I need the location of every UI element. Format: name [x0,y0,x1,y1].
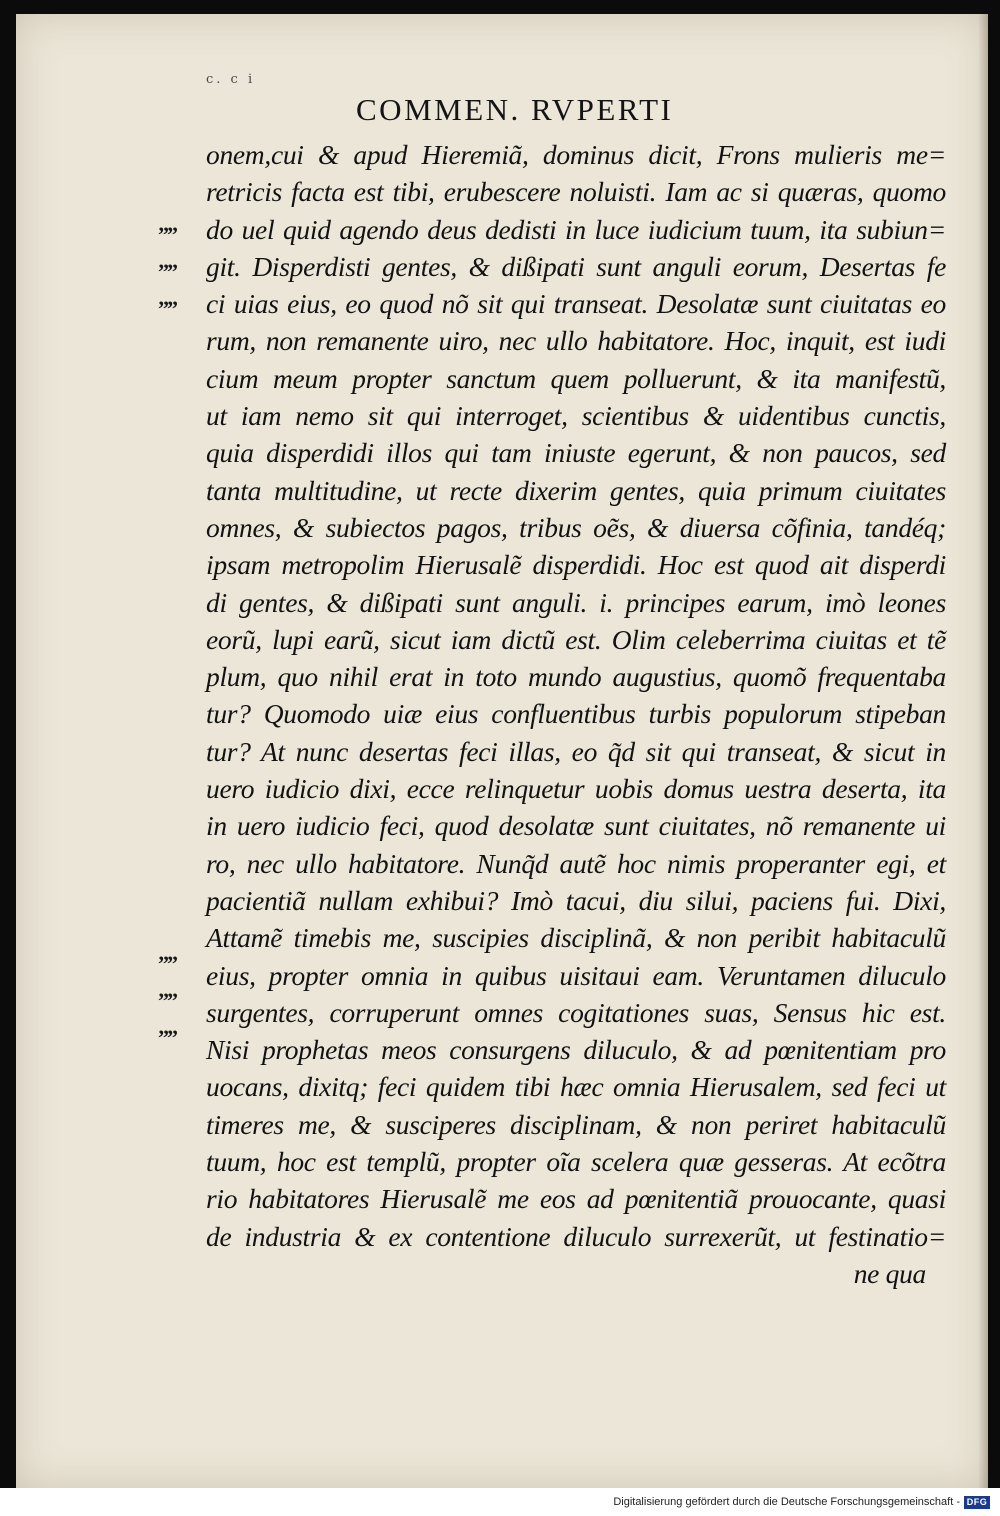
text-line: retricis facta est tibi, erubescere noluisti. Iam ac si quæras, quomo [206,176,946,208]
page-edge-shadow [978,14,988,1488]
text-line: tur? Quomodo uiæ eius confluentibus turbis populorum stipeban [206,698,946,730]
text-line: uocans, dixitq; feci quidem tibi hæc omnia Hierusalem, sed feci ut [206,1071,946,1103]
text-line: cium meum propter sanctum quem polluerunt, & ita manifestũ, [206,362,946,394]
text-line: quia disperdidi illos qui tam iniuste egerunt, & non paucos, sed [206,437,946,469]
text-line: pacientiã nullam exhibui? Imò tacui, diu silui, paciens fui. Dixi, [206,884,946,916]
body-text [206,136,946,1292]
text-line: ne qua [853,1257,926,1289]
marginal-quote-mark: ”” [158,296,176,321]
text-line: do uel quid agendo deus dedisti in luce iudicium tuum, ita subiun= [206,213,946,245]
marginal-quote-mark: ”” [158,988,176,1013]
text-line: tanta multitudine, ut recte dixerim gentes, quia primum ciuitates [206,474,946,506]
text-line: timeres me, & susciperes disciplinam, & non periret habitaculũ [206,1108,946,1140]
text-line: rio habitatores Hierusalẽ me eos ad pœnitentiã prouocante, quasi [206,1183,946,1215]
text-line: ci uias eius, eo quod nõ sit qui transeat. Desolatæ sunt ciuitatas eo [206,288,946,320]
text-line: omnes, & subiectos pagos, tribus oẽs, & diuersa cõfinia, tandéq; [206,511,946,543]
text-line: in uero iudicio feci, quod desolatæ sunt ciuitates, nõ remanente ui [206,810,946,842]
text-line: Attamẽ timebis me, suscipies disciplinã, & non peribit habitaculũ [206,922,946,954]
dfg-logo: DFG [964,1496,990,1509]
text-line: ipsam metropolim Hierusalẽ disperdidi. Hoc est quod ait disperdi [206,549,946,581]
text-line: Nisi prophetas meos consurgens diluculo, & ad pœnitentiam pro [206,1034,946,1066]
text-line: ut iam nemo sit qui interroget, scientibus & uidentibus cunctis, [206,400,946,432]
running-head: COMMEN. RVPERTI [356,92,674,127]
text-line: onem,cui & apud Hieremiã, dominus dicit, Frons mulieris me= [206,139,946,170]
text-line: surgentes, corruperunt omnes cogitationes suas, Sensus hic est. [206,996,946,1028]
marginal-quote-mark: ”” [158,222,176,247]
text-line: git. Disperdisti gentes, & dißipati sunt anguli eorum, Desertas fe [206,250,946,282]
funding-notice: Digitalisierung gefördert durch die Deutsche Forschungsgemeinschaft - [613,1496,960,1508]
text-line: di gentes, & dißipati sunt anguli. i. principes earum, imò leones [206,586,946,618]
marginal-quote-mark: ”” [158,951,176,976]
text-line: eius, propter omnia in quibus uisitaui eam. Veruntamen diluculo [206,959,946,991]
text-line: eorũ, lupi earũ, sicut iam dictũ est. Olim celeberrima ciuitas et tẽ [206,623,946,655]
text-line: uero iudicio dixi, ecce relinquetur uobis domus uestra deserta, ita [206,773,946,805]
text-line: plum, quo nihil erat in toto mundo augustius, quomõ frequentaba [206,661,946,693]
marginal-quote-mark: ”” [158,259,176,284]
text-line: tuum, hoc est templũ, propter oĩa scelera quæ gesseras. At ecõtra [206,1146,946,1178]
marginal-quote-mark: ”” [158,1025,176,1050]
text-line: de industria & ex contentione diluculo surrexerũt, ut festinatio= [206,1220,946,1252]
text-line: tur? At nunc desertas feci illas, eo q̃d sit qui transeat, & sicut in [206,735,946,767]
footer-bar [0,1488,1000,1516]
text-line: ro, nec ullo habitatore. Nunq̃d autẽ hoc nimis properanter egi, et [206,847,946,879]
page-corner-mark: c. c i [206,72,256,87]
text-line: rum, non remanente uiro, nec ullo habitatore. Hoc, inquit, est iudi [206,325,946,357]
